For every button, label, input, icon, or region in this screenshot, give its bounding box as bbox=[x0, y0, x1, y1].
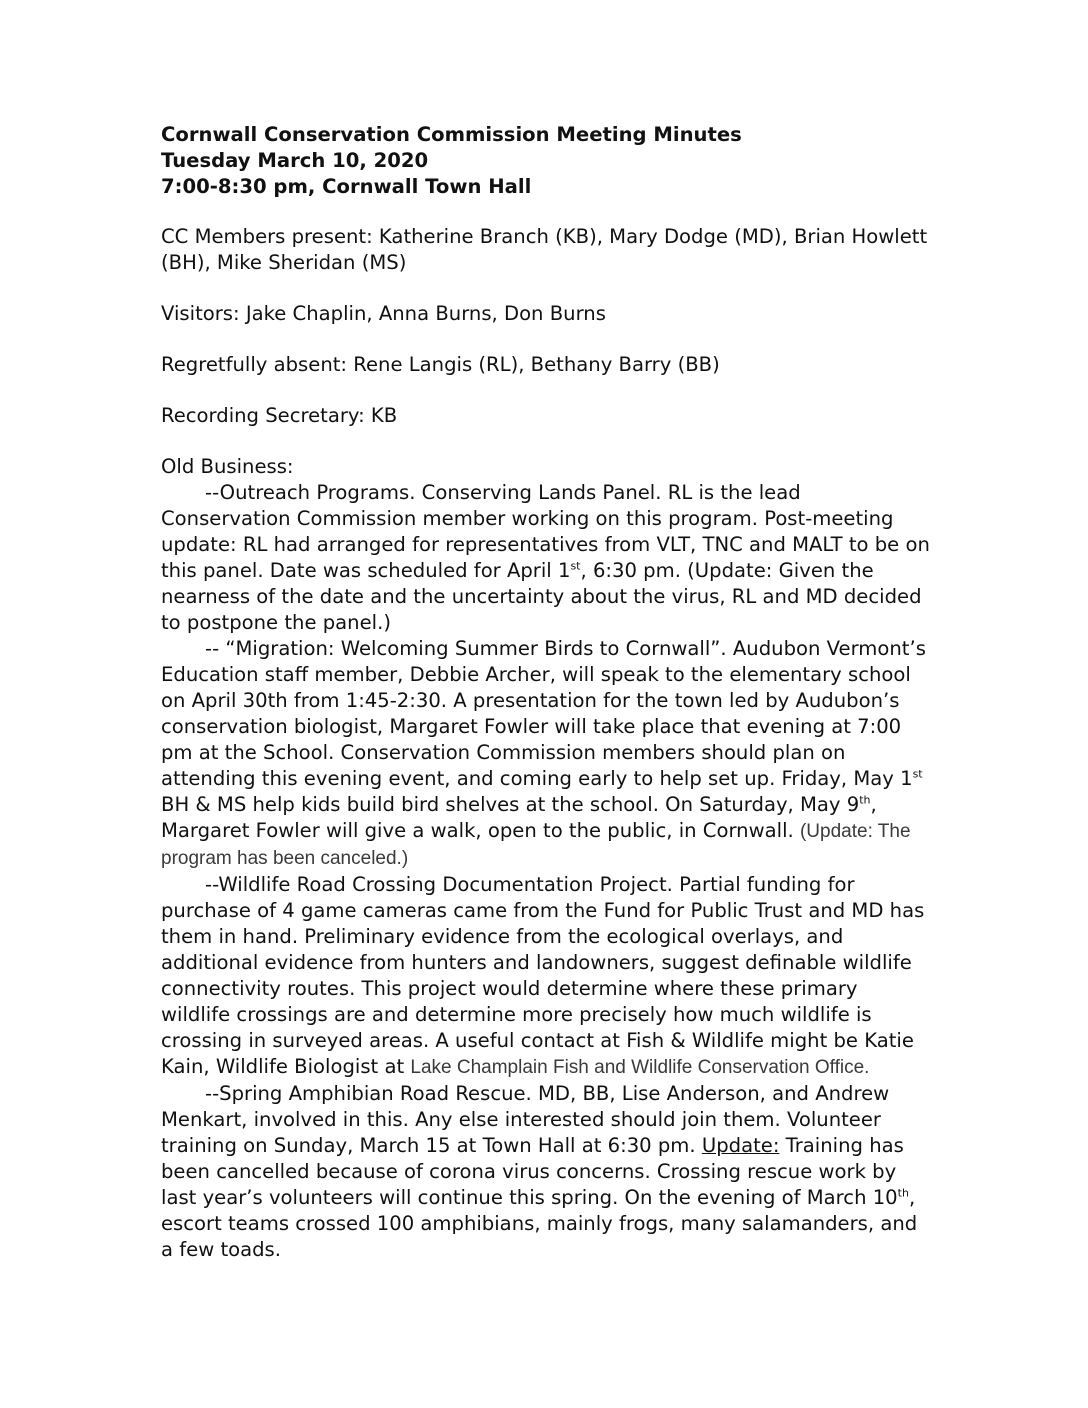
minutes-body bbox=[161, 122, 931, 1263]
item-text: -- “Migration: Welcoming Summer Birds to Cornwall”. Audubon Vermont’s Education staff member, Debbie Archer, will speak to the elementary school on April 30th from 1:45-2:30. A presentation for the town led by Audubon’s conservation biologist, Margaret Fowler will take place that evening at 7:00 pm at the School. Conservation Commission members should plan on attending this evening event, and coming early to help set up. Friday, May 1 bbox=[161, 637, 926, 790]
item-text: --Spring Amphibian Road Rescue. MD, BB, Lise Anderson, and Andrew Menkart, involved in this. Any else interested should join them. Volunteer training on Sunday, March 15 at Town Hall at 6:30 pm. bbox=[161, 1082, 890, 1157]
item-outreach-programs bbox=[161, 480, 931, 636]
item-wildlife-crossing bbox=[161, 872, 931, 1081]
update-label: Update: bbox=[701, 1134, 780, 1157]
item-text: BH & MS help kids build bird shelves at the school. On Saturday, May 9 bbox=[161, 793, 860, 816]
item-text: --Wildlife Road Crossing Documentation Project. Partial funding for purchase of 4 game cameras came from the Fund for Public Trust and MD has them in hand. Preliminary evidence from the ecological overlays, and additional evidence from hunters and landowners, suggest definable wildlife connectivity routes. This project would determine where these primary wildlife crossings are and determine more precisely how much wildlife is crossing in surveyed areas. A useful contact at Fish & Wildlife might be Katie Kain, Wildlife Biologist at bbox=[161, 873, 925, 1078]
item-amphibian-rescue bbox=[161, 1081, 931, 1263]
ordinal-suffix: th bbox=[859, 793, 871, 807]
item-migration-program bbox=[161, 636, 931, 872]
item-text: , 6:30 pm. (Update: Given the nearness of the date and the uncertainty about the virus, RL and MD decided to postpone the panel.) bbox=[161, 559, 922, 634]
absent-members: Regretfully absent: Rene Langis (RL), Bethany Barry (BB) bbox=[161, 353, 720, 376]
document-title: Cornwall Conservation Commission Meeting Minutes bbox=[161, 123, 742, 146]
ordinal-suffix: th bbox=[897, 1186, 909, 1200]
item-text: , escort teams crossed 100 amphibians, mainly frogs, many salamanders, and a few toads. bbox=[161, 1186, 918, 1261]
item-text: --Outreach Programs. Conserving Lands Panel. RL is the lead Conservation Commission member working on this program. Post-meeting update: RL had arranged for representatives from VLT, TNC and MALT to be on this panel. Date was scheduled for April 1 bbox=[161, 481, 930, 582]
meeting-date: Tuesday March 10, 2020 bbox=[161, 149, 429, 172]
ordinal-suffix: st bbox=[570, 559, 581, 573]
recording-secretary: Recording Secretary: KB bbox=[161, 404, 398, 427]
meeting-time-place: 7:00-8:30 pm, Cornwall Town Hall bbox=[161, 175, 532, 198]
old-business-heading: Old Business: bbox=[161, 455, 294, 478]
visitors: Visitors: Jake Chaplin, Anna Burns, Don Burns bbox=[161, 302, 606, 325]
item-text: , Margaret Fowler will give a walk, open to the public, in Cornwall. bbox=[161, 793, 877, 842]
item-text: Training has been cancelled because of corona virus concerns. Crossing rescue work by last year’s volunteers will continue this spring. On the evening of March 10 bbox=[161, 1134, 904, 1209]
update-note: (Update: The program has been canceled.) bbox=[161, 821, 911, 869]
members-present: CC Members present: Katherine Branch (KB), Mary Dodge (MD), Brian Howlett (BH), Mike Sheridan (MS) bbox=[161, 225, 928, 274]
office-name: Lake Champlain Fish and Wildlife Conservation Office. bbox=[410, 1057, 870, 1078]
ordinal-suffix: st bbox=[912, 767, 923, 781]
